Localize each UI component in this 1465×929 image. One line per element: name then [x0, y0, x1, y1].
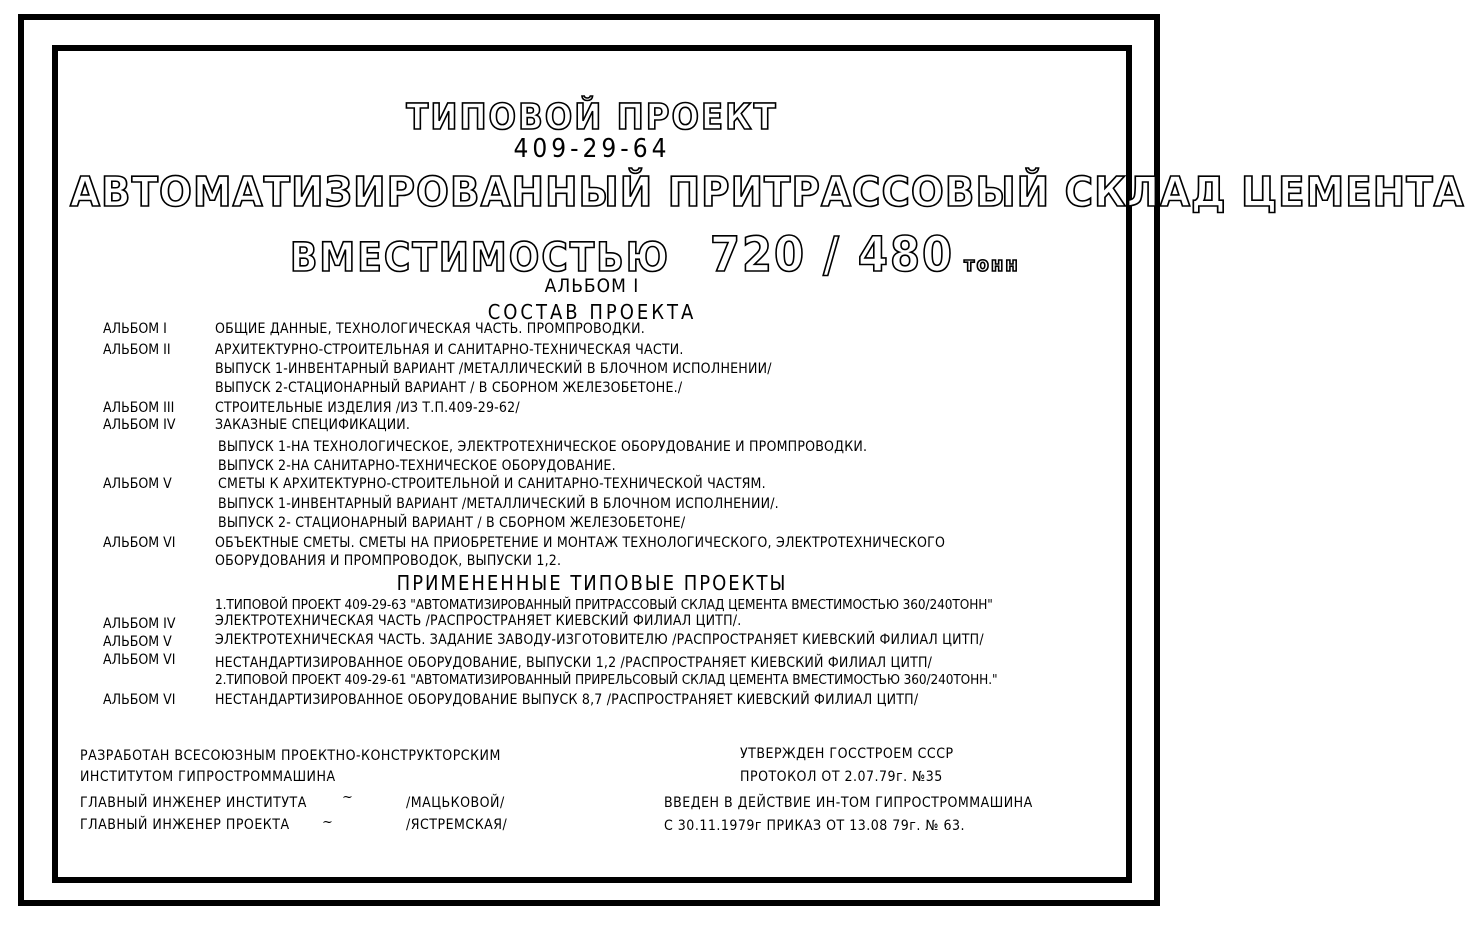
capacity-unit: тонн	[964, 252, 1020, 276]
comp-text: ЗАКАЗНЫЕ СПЕЦИФИКАЦИИ.	[215, 417, 411, 433]
comp-text: СТРОИТЕЛЬНЫЕ ИЗДЕЛИЯ /ИЗ Т.П.409-29-62/	[215, 400, 520, 416]
approved-line: УТВЕРЖДЕН ГОССТРОЕМ СССР	[740, 746, 954, 762]
chief-institute-name: /МАЦЬКОВОЙ/	[406, 795, 505, 811]
comp-label: АЛЬБОМ I	[103, 321, 167, 337]
developer-line: ИНСТИТУТОМ ГИПРОСТРОММАШИНА	[80, 769, 336, 785]
applied-label: АЛЬБОМ V	[103, 634, 172, 650]
comp-label: АЛЬБОМ IV	[103, 417, 176, 433]
capacity-label: ВМЕСТИМОСТЬЮ	[290, 235, 670, 281]
comp-text: ВЫПУСК 2- СТАЦИОНАРНЫЙ ВАРИАНТ / В СБОРНОМ ЖЕЛЕЗОБЕТОНЕ/	[218, 515, 686, 531]
project-number: 409-29-64	[513, 134, 671, 164]
comp-text: СМЕТЫ К АРХИТЕКТУРНО-СТРОИТЕЛЬНОЙ И САНИТАРНО-ТЕХНИЧЕСКОЙ ЧАСТЯМ.	[218, 476, 766, 492]
comp-label: АЛЬБОМ VI	[103, 535, 176, 551]
applied-text: НЕСТАНДАРТИЗИРОВАННОЕ ОБОРУДОВАНИЕ ВЫПУСК 8,7 /РАСПРОСТРАНЯЕТ КИЕВСКИЙ ФИЛИАЛ ЦИТП/	[215, 692, 919, 708]
comp-label: АЛЬБОМ III	[103, 400, 175, 416]
applied-text: НЕСТАНДАРТИЗИРОВАННОЕ ОБОРУДОВАНИЕ, ВЫПУСКИ 1,2 /РАСПРОСТРАНЯЕТ КИЕВСКИЙ ФИЛИАЛ ЦИТП/	[215, 655, 933, 671]
signature-mark: ~	[342, 790, 353, 805]
comp-text: ВЫПУСК 1-ИНВЕНТАРНЫЙ ВАРИАНТ /МЕТАЛЛИЧЕСКИЙ В БЛОЧНОМ ИСПОЛНЕНИИ/	[215, 361, 772, 377]
comp-label: АЛЬБОМ V	[103, 476, 172, 492]
comp-text: ВЫПУСК 1-НА ТЕХНОЛОГИЧЕСКОЕ, ЭЛЕКТРОТЕХНИЧЕСКОЕ ОБОРУДОВАНИЕ И ПРОМПРОВОДКИ.	[218, 439, 868, 455]
comp-text: ОБЩИЕ ДАННЫЕ, ТЕХНОЛОГИЧЕСКАЯ ЧАСТЬ. ПРОМПРОВОДКИ.	[215, 321, 645, 337]
comp-text: ВЫПУСК 1-ИНВЕНТАРНЫЙ ВАРИАНТ /МЕТАЛЛИЧЕСКИЙ В БЛОЧНОМ ИСПОЛНЕНИИ/.	[218, 496, 779, 512]
project-subject: АВТОМАТИЗИРОВАННЫЙ ПРИТРАССОВЫЙ СКЛАД ЦЕМЕНТА	[70, 168, 1465, 216]
applied-text: 1.ТИПОВОЙ ПРОЕКТ 409-29-63 "АВТОМАТИЗИРОВАННЫЙ ПРИТРАССОВЫЙ СКЛАД ЦЕМЕНТА ВМЕСТИМОСТЬЮ 360/240ТОНН"	[215, 597, 993, 613]
signature-mark: ~	[322, 815, 333, 830]
applied-text: ЭЛЕКТРОТЕХНИЧЕСКАЯ ЧАСТЬ. ЗАДАНИЕ ЗАВОДУ-ИЗГОТОВИТЕЛЮ /РАСПРОСТРАНЯЕТ КИЕВСКИЙ ФИЛИАЛ ЦИТП/	[215, 632, 984, 648]
applied-label: АЛЬБОМ VI	[103, 692, 176, 708]
chief-project-label: ГЛАВНЫЙ ИНЖЕНЕР ПРОЕКТА	[80, 817, 290, 833]
applied-label: АЛЬБОМ VI	[103, 652, 176, 668]
enacted-line: ВВЕДЕН В ДЕЙСТВИЕ ИН-ТОМ ГИПРОСТРОММАШИНА	[664, 795, 1033, 811]
applied-heading: ПРИМЕНЕННЫЕ ТИПОВЫЕ ПРОЕКТЫ	[396, 571, 788, 595]
doc-title: ТИПОВОЙ ПРОЕКТ	[406, 97, 778, 138]
enacted-date-line: С 30.11.1979г ПРИКАЗ ОТ 13.08 79г. № 63.	[664, 818, 966, 834]
applied-text: 2.ТИПОВОЙ ПРОЕКТ 409-29-61 "АВТОМАТИЗИРОВАННЫЙ ПРИРЕЛЬСОВЫЙ СКЛАД ЦЕМЕНТА ВМЕСТИМОСТЬЮ 360/240ТОНН."	[215, 672, 998, 688]
comp-text: АРХИТЕКТУРНО-СТРОИТЕЛЬНАЯ И САНИТАРНО-ТЕХНИЧЕСКАЯ ЧАСТИ.	[215, 342, 684, 358]
applied-label: АЛЬБОМ IV	[103, 616, 176, 632]
section-heading: СОСТАВ ПРОЕКТА	[487, 300, 697, 324]
comp-label: АЛЬБОМ II	[103, 342, 171, 358]
applied-text: ЭЛЕКТРОТЕХНИЧЕСКАЯ ЧАСТЬ /РАСПРОСТРАНЯЕТ КИЕВСКИЙ ФИЛИАЛ ЦИТП/.	[215, 613, 742, 629]
chief-project-name: /ЯСТРЕМСКАЯ/	[406, 817, 508, 833]
comp-text: ВЫПУСК 2-СТАЦИОНАРНЫЙ ВАРИАНТ / В СБОРНОМ ЖЕЛЕЗОБЕТОНЕ./	[215, 380, 683, 396]
chief-institute-label: ГЛАВНЫЙ ИНЖЕНЕР ИНСТИТУТА	[80, 795, 307, 811]
developer-line: РАЗРАБОТАН ВСЕСОЮЗНЫМ ПРОЕКТНО-КОНСТРУКТОРСКИМ	[80, 748, 501, 764]
comp-text: ОБОРУДОВАНИЯ И ПРОМПРОВОДОК, ВЫПУСКИ 1,2.	[215, 553, 562, 569]
comp-text: ОБЪЕКТНЫЕ СМЕТЫ. СМЕТЫ НА ПРИОБРЕТЕНИЕ И МОНТАЖ ТЕХНОЛОГИЧЕСКОГО, ЭЛЕКТРОТЕХНИЧЕСКОГО	[215, 535, 946, 551]
album-heading: АЛЬБОМ I	[544, 275, 640, 297]
capacity-value: 720 / 480	[709, 227, 955, 283]
comp-text: ВЫПУСК 2-НА САНИТАРНО-ТЕХНИЧЕСКОЕ ОБОРУДОВАНИЕ.	[218, 458, 616, 474]
protocol-line: ПРОТОКОЛ ОТ 2.07.79г. №35	[740, 769, 943, 785]
